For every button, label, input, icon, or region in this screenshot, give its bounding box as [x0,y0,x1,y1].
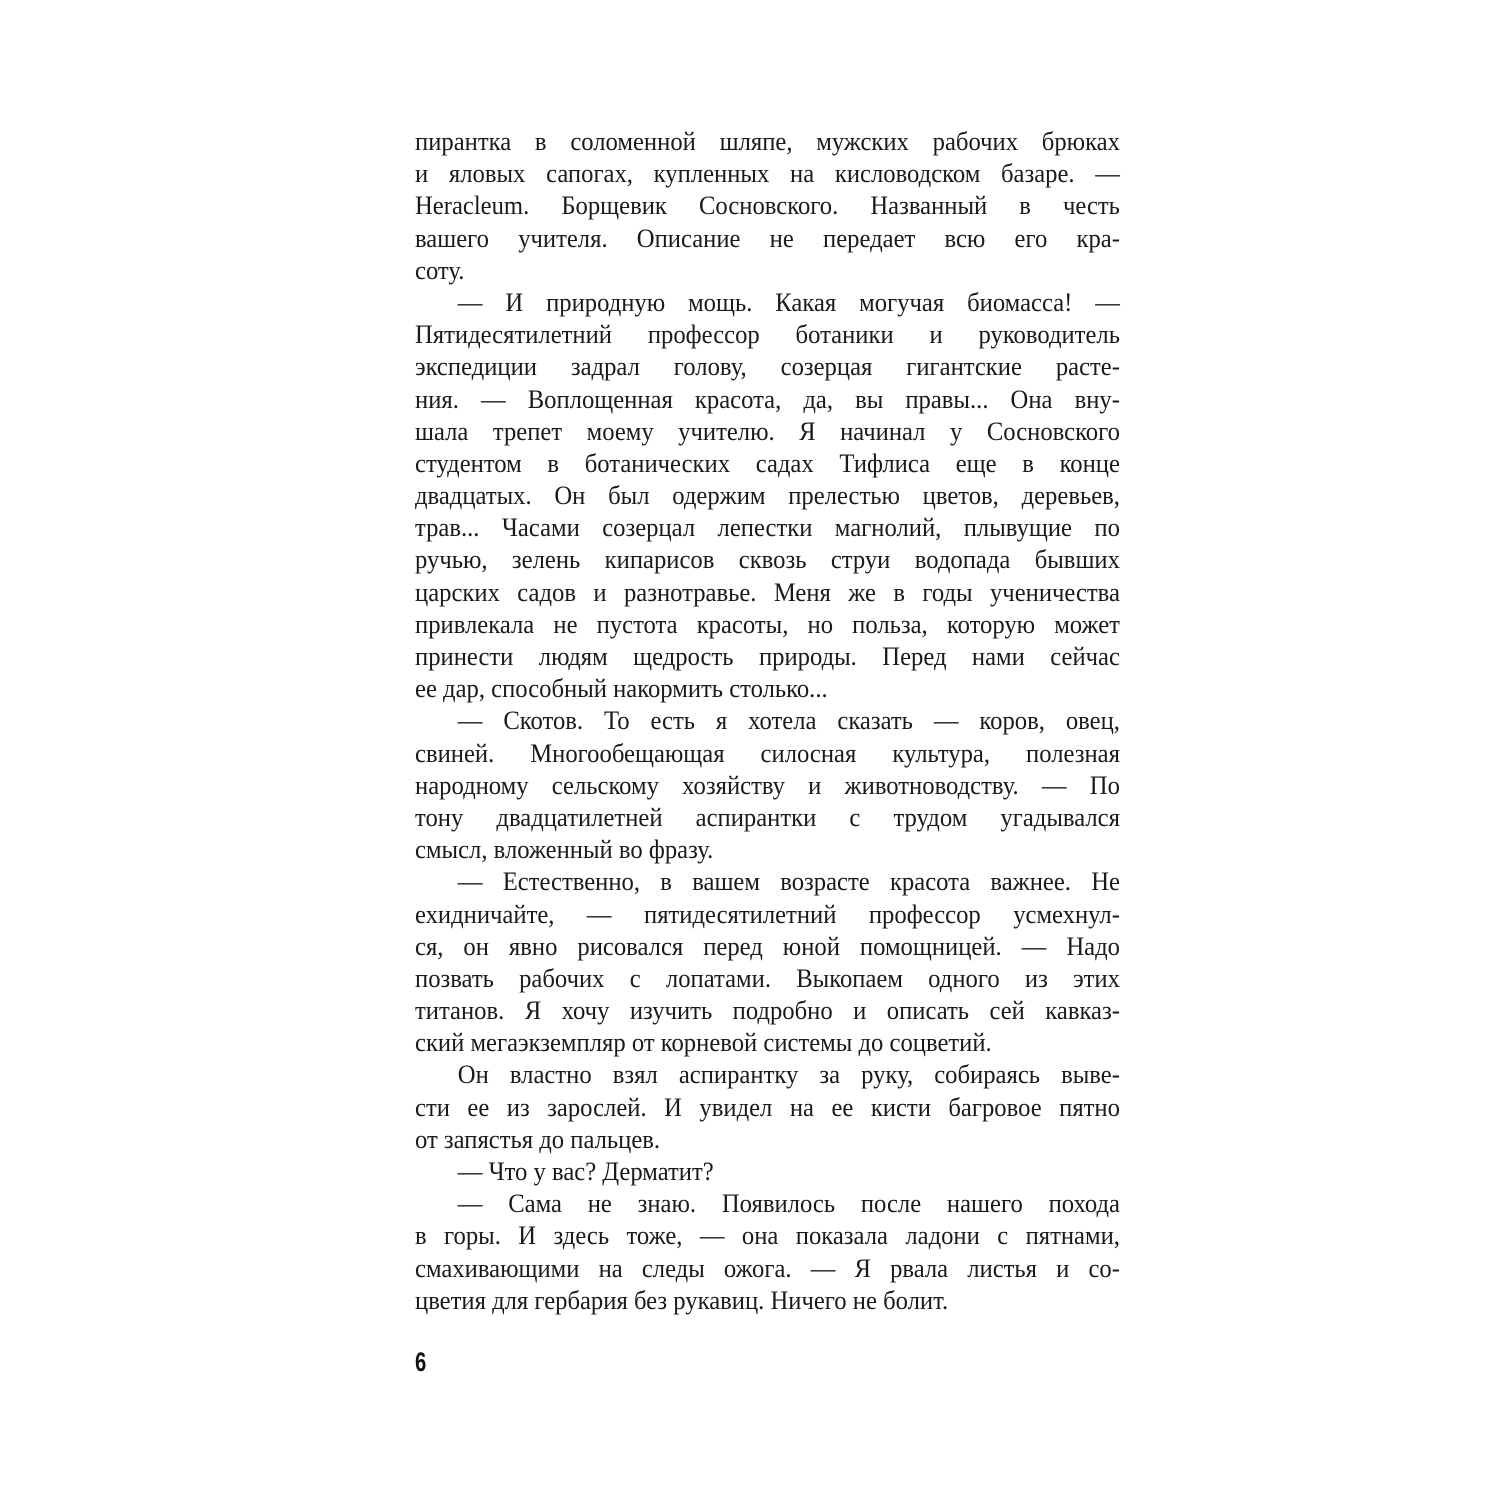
text-line: титанов. Я хочу изучить подробно и описать сей кавказ- [415,995,1120,1026]
text-line: свиней. Многообещающая силосная культура, полезная [415,737,1120,768]
text-line: трав... Часами созерцал лепестки магнолий, плывущие по [415,512,1120,543]
text-line: ся, он явно рисовался перед юной помощницей. — Надо [415,930,1120,961]
text-line: вашего учителя. Описание не передает всю его кра- [415,222,1120,253]
text-line: цветия для гербария без рукавиц. Ничего не болит. [415,1284,949,1315]
text-line: — Что у вас? Дерматит? [457,1156,714,1186]
text-line: царских садов и разнотравье. Меня же в годы ученичества [415,576,1120,607]
text-line: тону двадцатилетней аспирантки с трудом угадывался [415,801,1120,832]
page-number: 6 [415,1347,427,1377]
text-line: смахивающими на следы ожога. — Я рвала листья и со- [415,1252,1120,1283]
text-line: соту. [415,254,465,285]
text-line: шала трепет моему учителю. Я начинал у Сосновского [415,415,1120,446]
page-body-text [415,125,1120,1316]
text-line: Он властно взял аспирантку за руку, собираясь выве- [457,1059,1120,1090]
text-line: пирантка в соломенной шляпе, мужских рабочих брюках [415,126,1120,156]
text-line: — Сама не знаю. Появилось после нашего похода [457,1188,1120,1219]
text-line: — И природную мощь. Какая могучая биомасса! — [457,286,1120,317]
text-line: и яловых сапогах, купленных на кисловодском базаре. — [415,158,1120,189]
text-line: ния. — Воплощенная красота, да, вы правы... Она вну- [415,383,1120,414]
text-line: позвать рабочих с лопатами. Выкопаем одного из этих [415,962,1120,993]
text-line: ский мегаэкземпляр от корневой системы до соцветий. [415,1027,992,1058]
text-line: ехидничайте, — пятидесятилетний профессор усмехнул- [415,898,1120,929]
text-line: ее дар, способный накормить столько... [415,673,828,704]
text-line: привлекала не пустота красоты, но польза, которую может [415,608,1120,639]
text-line: экспедиции задрал голову, созерцая гигантские расте- [415,351,1120,382]
text-line: Heracleum. Борщевик Сосновского. Названный в честь [415,190,1120,221]
text-line: народному сельскому хозяйству и животноводству. — По [415,769,1120,800]
text-line: ручью, зелень кипарисов сквозь струи водопада бывших [415,544,1120,575]
text-line: от запястья до пальцев. [415,1123,661,1154]
text-line: Пятидесятилетний профессор ботаники и руководитель [415,319,1120,350]
text-line: сти ее из зарослей. И увидел на ее кисти багровое пятно [415,1091,1120,1122]
text-line: двадцатых. Он был одержим прелестью цветов, деревьев, [415,480,1120,511]
text-line: — Скотов. То есть я хотела сказать — коров, овец, [457,705,1120,736]
text-line: студентом в ботанических садах Тифлиса еще в конце [415,447,1120,478]
text-line: смысл, вложенный во фразу. [415,834,714,865]
text-line: принести людям щедрость природы. Перед нами сейчас [415,641,1120,671]
text-line: в горы. И здесь тоже, — она показала ладони с пятнами, [415,1220,1120,1251]
text-line: — Естественно, в вашем возрасте красота важнее. Не [457,866,1120,897]
